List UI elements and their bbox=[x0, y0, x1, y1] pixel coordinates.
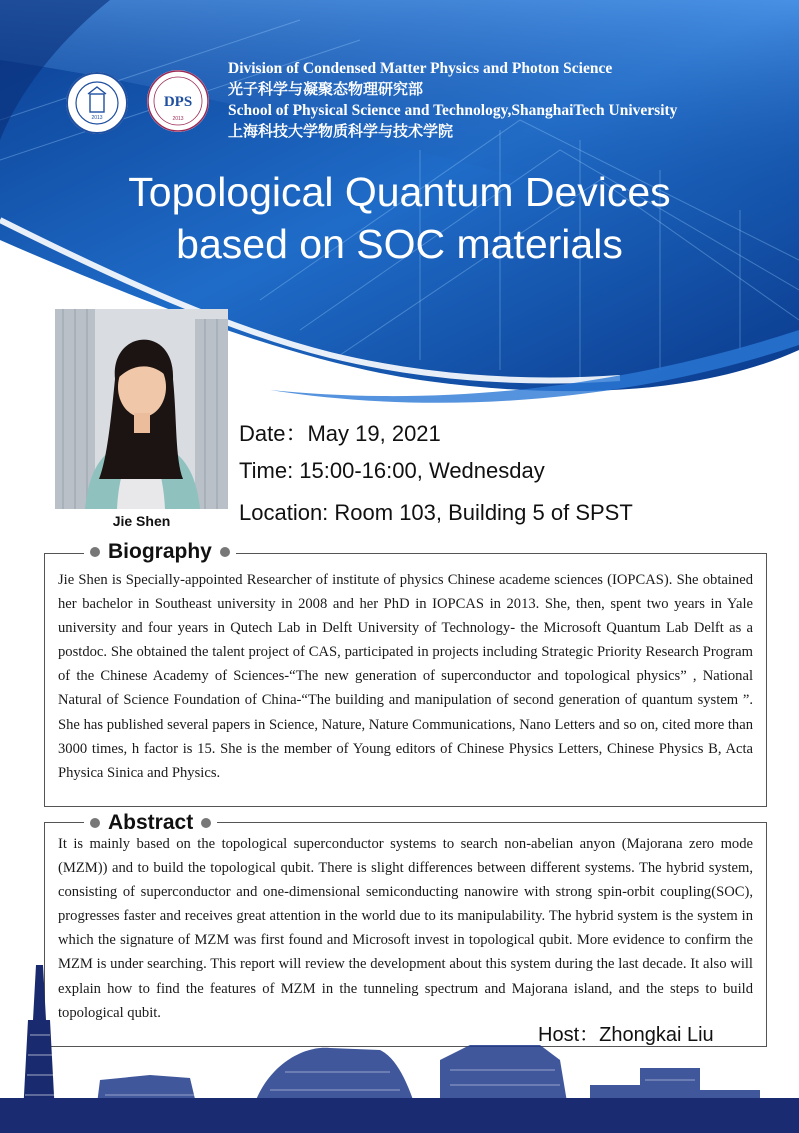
svg-text:2013: 2013 bbox=[91, 115, 103, 121]
biography-heading bbox=[84, 540, 236, 564]
talk-location: Location: Room 103, Building 5 of SPST bbox=[239, 500, 633, 525]
abstract-heading bbox=[84, 811, 217, 835]
talk-date: Date：May 19, 2021 bbox=[239, 421, 441, 446]
school-name-en: School of Physical Science and Technology,ShanghaiTech University bbox=[228, 102, 678, 119]
speaker-name: Jie Shen bbox=[112, 513, 171, 529]
talk-title-line-2: based on SOC materials bbox=[176, 221, 623, 267]
dps-logo bbox=[147, 70, 209, 132]
svg-text:2013: 2013 bbox=[172, 116, 184, 122]
biography-text: Jie Shen is Specially-appointed Researcher of institute of physics Chinese academe sciences (IOPCAS). She obtained her bachelor in Southeast university in 2008 and her PhD in IOPCAS in 2013. She, then, spent two years in Yale university and four years in Qutech Lab in Delft University of Technology- the Microsoft Quantum Lab Delft as a postdoc. She obtained the talent project of CAS, participated in projects including Strategic Priority Research Program of the Chinese Academy of Sciences-“The new generation of superconductor and topological physics” , National Natural of Science Foundation of China-“The building and manipulation of second generation of quantum system ”. She has published several papers in Science, Nature, Nature Communications, Nano Letters and so on, cited more than 3000 times, h factor is 15. She is the member of Young editors of Chinese Physics Letters, Chinese Physics B, Acta Physica Sinica and Physics. bbox=[58, 572, 753, 781]
talk-title bbox=[0, 166, 799, 270]
bullet-dot bbox=[220, 547, 230, 557]
bullet-dot bbox=[90, 547, 100, 557]
talk-title-line-1: Topological Quantum Devices bbox=[128, 169, 671, 215]
abstract-title: Abstract bbox=[108, 811, 194, 834]
speaker-photo bbox=[55, 309, 228, 509]
svg-text:DPS: DPS bbox=[163, 94, 193, 110]
school-name-cn: 上海科技大学物质科学与技术学院 bbox=[228, 122, 454, 140]
biography-title: Biography bbox=[108, 540, 212, 563]
department-name-cn: 光子科学与凝聚态物理研究部 bbox=[228, 80, 424, 98]
talk-time: Time: 15:00-16:00, Wednesday bbox=[239, 458, 545, 483]
abstract-text: It is mainly based on the topological superconductor systems to search non-abelian anyon (Majorana zero mode (MZM)) and to build the topological qubit. There is slight differences between different systems. The hybrid system, consisting of superconductor and one-dimensional semiconducting nanowire with strong spin-orbit coupling(SOC), progresses faster and receives great attention in the world due to its manipulability. The hybrid system is the system in which the signature of MZM was first found and Microsoft invest in topological qubit. More evidence to confirm the MZM is under searching. This report will review the development about this system during the last decade. It also will explain how to find the features of MZM in the tunneling spectrum and Majorana island, and the steps to build topological qubit. bbox=[58, 836, 753, 1021]
bullet-dot bbox=[90, 818, 100, 828]
host-name: Host：Zhongkai Liu bbox=[538, 1024, 714, 1046]
biography-box bbox=[44, 553, 767, 807]
shanghaitech-logo bbox=[66, 72, 128, 134]
department-name-en: Division of Condensed Matter Physics and Photon Science bbox=[228, 60, 613, 77]
bullet-dot bbox=[201, 818, 211, 828]
